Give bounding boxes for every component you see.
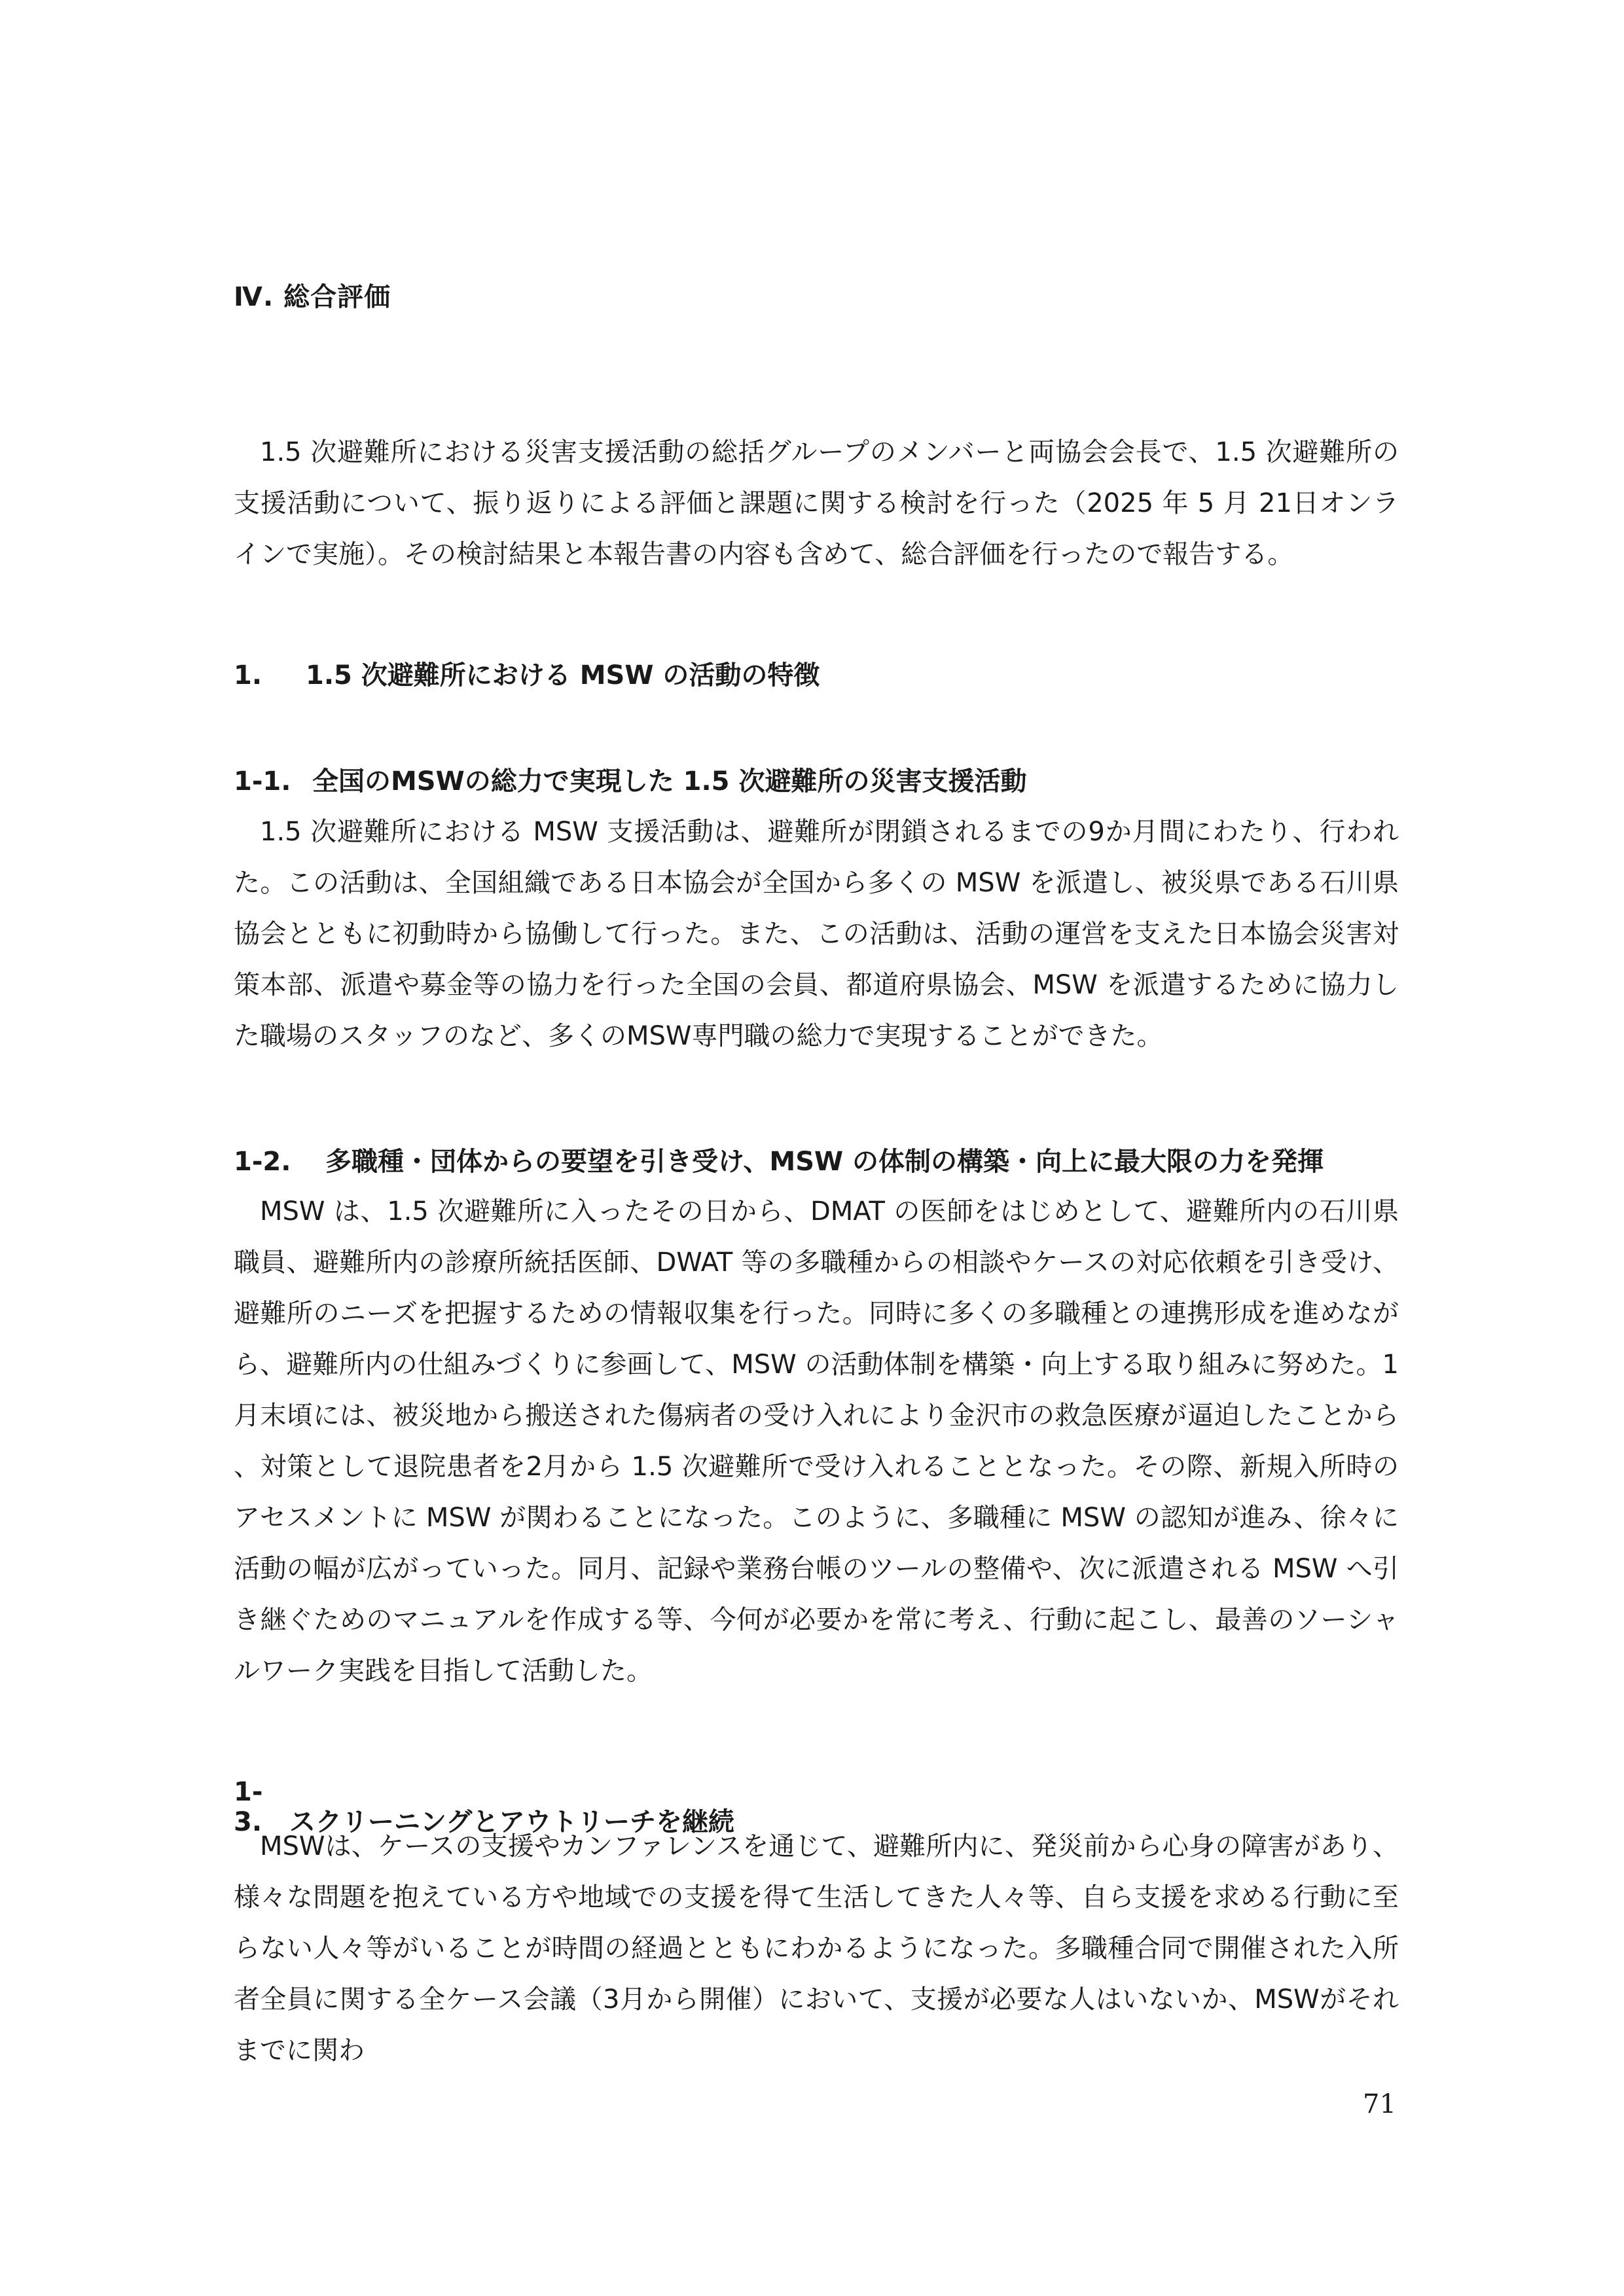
intro-paragraph: 1.5 次避難所における災害支援活動の総括グループのメンバーと両協会会長で、1.5 次避難所の支援活動について、振り返りによる評価と課題に関する検討を行った（2025 年 5 月 21日オンラインで実施）。その検討結果と本報告書の内容も含めて、総合評価を行ったので報告する。 [234, 437, 1399, 569]
subsection-heading-1-2 [234, 1141, 1324, 1178]
page-number: 71 [1363, 2089, 1396, 2119]
subsection-body-1-3: MSWは、ケースの支援やカンファレンスを通じて、避難所内に、発災前から心身の障害があり、様々な問題を抱えている方や地域での支援を得て生活してきた人々等、自ら支援を求める行動に至らない人々等がいることが時間の経過とともにわかるようになった。多職種合同で開催された入所者全員に関する全ケース会議（3月から開催）において、支援が必要な人はいないか、MSWがそれまでに関わ [234, 1831, 1399, 2066]
subsection-body-1-2: MSW は、1.5 次避難所に入ったその日から、DMAT の医師をはじめとして、避難所内の石川県職員、避難所内の診療所統括医師、DWAT 等の多職種からの相談やケースの対応依頼を引き受け、避難所のニーズを把握するための情報収集を行った。同時に多くの多職種との連携形成を進めながら、避難所内の仕組みづくりに参画して、MSW の活動体制を構築・向上する取り組みに努めた。1 月末頃には、被災地から搬送された傷病者の受け入れにより金沢市の救急医療が逼迫したことから、対策として退院患者を2月から 1.5 次避難所で受け入れることとなった。その際、新規入所時のアセスメントに MSW が関わることになった。このように、多職種に MSW の認知が進み、徐々に活動の幅が広がっていった。同月、記録や業務台帳のツールの整備や、次に派遣される MSW へ引き継ぐためのマニュアルを作成する等、今何が必要かを常に考え、行動に起こし、最善のソーシャルワーク実践を目指して活動した。 [234, 1196, 1399, 1686]
subsection-body-1-1: 1.5 次避難所における MSW 支援活動は、避難所が閉鎖されるまでの9か月間にわたり、行われた。この活動は、全国組織である日本協会が全国から多くの MSW を派遣し、被災県である石川県協会とともに初動時から協働して行った。また、この活動は、活動の運営を支えた日本協会災害対策本部、派遣や募金等の協力を行った全国の会員、都道府県協会、MSW を派遣するために協力した職場のスタッフのなど、多くのMSW専門職の総力で実現することができた。 [234, 817, 1399, 1051]
section-heading-1 [234, 655, 820, 692]
subsection-title: 多職種・団体からの要望を引き受け、MSW の体制の構築・向上に最大限の力を発揮 [325, 1147, 1324, 1177]
subsection-number: 1-3. [234, 1777, 263, 1837]
subsection-number: 1-2. [234, 1147, 291, 1177]
subsection-number: 1-1. [234, 766, 291, 797]
subsection-heading-1-1 [234, 761, 1026, 798]
subsection-title: 全国のMSWの総力で実現した 1.5 次避難所の災害支援活動 [312, 766, 1027, 797]
subsection-title: スクリーニングとアウトリーチを継続 [289, 1807, 734, 1837]
section-number: 1. [234, 660, 262, 691]
section-title: 1.5 次避難所における MSW の活動の特徴 [306, 660, 820, 691]
chapter-title: Ⅳ. 総合評価 [234, 282, 391, 312]
